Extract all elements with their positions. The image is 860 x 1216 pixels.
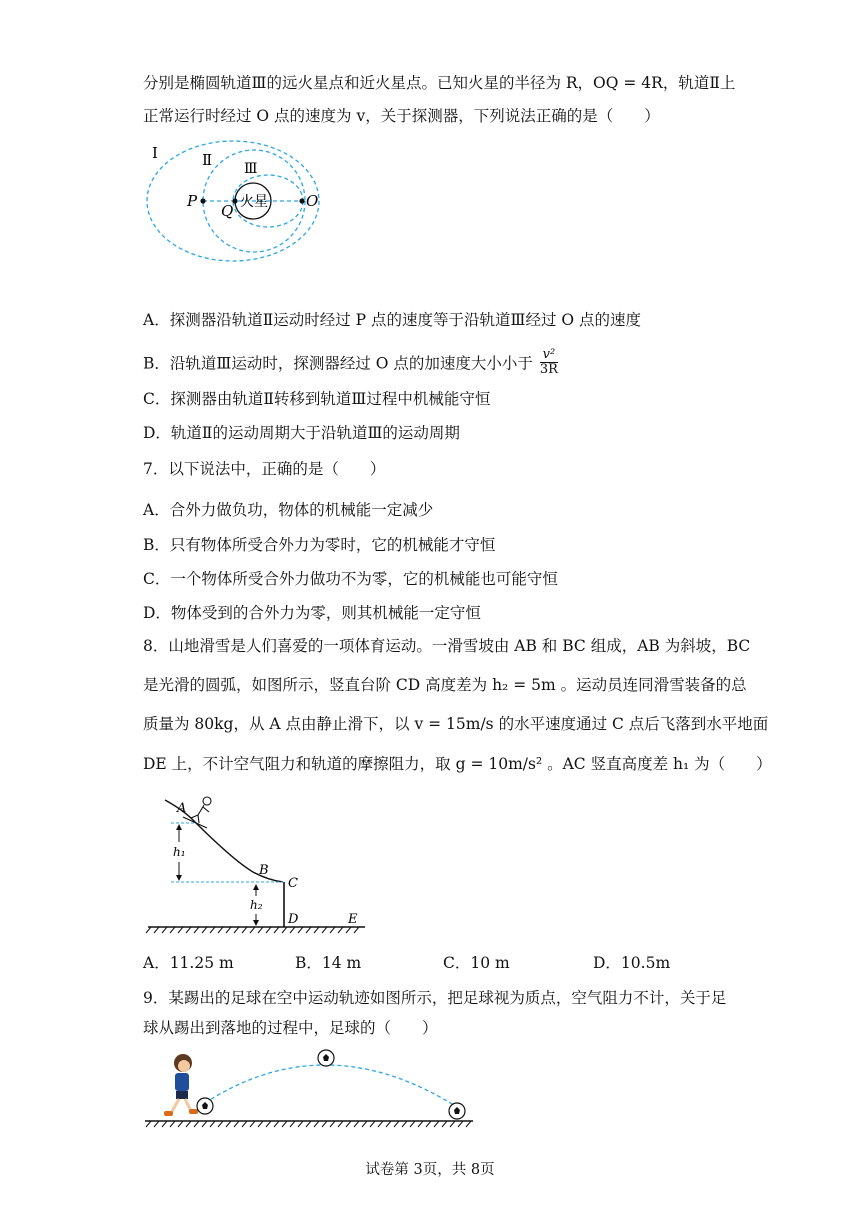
ski-slope-figure <box>143 790 373 940</box>
page-footer: 试卷第 3页，共 8页 <box>365 1162 495 1178</box>
label-h1: h₁ <box>173 845 186 859</box>
football-trajectory-figure <box>143 1045 478 1130</box>
point-P-dot <box>200 198 205 203</box>
q7-option-d: D．物体受到的合外力为零，则其机械能一定守恒 <box>143 604 481 622</box>
q8-stem-line4: DE 上，不计空气阻力和轨道的摩擦阻力，取 g = 10m/s² 。AC 竖直高度差 h₁ 为（ ） <box>143 755 772 773</box>
football-icon-end <box>449 1103 465 1119</box>
q7-stem: 7．以下说法中，正确的是（ ） <box>143 460 386 478</box>
q6-stem-line2: 正常运行时经过 O 点的速度为 v，关于探测器，下列说法正确的是（ ） <box>143 107 660 125</box>
q6-option-a: A．探测器沿轨道Ⅱ运动时经过 P 点的速度等于沿轨道Ⅲ经过 O 点的速度 <box>143 311 642 329</box>
q7-option-c: C．一个物体所受合外力做功不为零，它的机械能也可能守恒 <box>143 570 558 588</box>
orbit-label-I: Ⅰ <box>152 144 158 162</box>
q6-option-b-fraction <box>540 348 558 377</box>
planet-label: 火星 <box>240 194 268 210</box>
mars-orbit-figure <box>140 140 340 268</box>
q8-stem-line2: 是光滑的圆弧，如图所示，竖直台阶 CD 高度差为 h₂ = 5m 。运动员连同滑雪装备的总 <box>143 676 747 694</box>
label-D: D <box>288 912 299 927</box>
q6-option-c: C．探测器由轨道Ⅱ转移到轨道Ⅲ过程中机械能守恒 <box>143 390 491 408</box>
q8-stem-line3: 质量为 80kg，从 A 点由静止滑下，以 v = 15m/s 的水平速度通过 C 点后飞落到水平地面 <box>143 715 769 733</box>
label-E: E <box>348 912 358 927</box>
q9-stem-line1: 9．某踢出的足球在空中运动轨迹如图所示，把足球视为质点，空气阻力不计，关于足 <box>143 989 727 1007</box>
q8-option-a: A．11.25 m <box>143 954 234 972</box>
orbit-label-III: Ⅲ <box>244 161 258 177</box>
point-O-dot <box>299 198 304 203</box>
q7-option-b: B．只有物体所受合外力为零时，它的机械能才守恒 <box>143 536 496 554</box>
fraction-numerator: v² <box>540 348 558 363</box>
point-label-P: P <box>187 192 198 210</box>
q8-option-c: C．10 m <box>443 954 510 972</box>
kid-kicker-icon <box>164 1054 198 1116</box>
point-label-Q: Q <box>221 202 234 220</box>
q7-option-a: A．合外力做负功，物体的机械能一定减少 <box>143 501 434 519</box>
q8-options-row <box>143 953 703 973</box>
q6-option-b-row <box>143 347 558 379</box>
q6-stem-line1: 分别是椭圆轨道Ⅲ的远火星点和近火星点。已知火星的半径为 R，OQ = 4R，轨道Ⅱ上 <box>143 74 736 92</box>
label-B: B <box>259 863 269 878</box>
q6-option-d: D．轨道Ⅱ的运动周期大于沿轨道Ⅲ的运动周期 <box>143 424 460 442</box>
q8-stem-line1: 8．山地滑雪是人们喜爱的一项体育运动。一滑雪坡由 AB 和 BC 组成，AB 为斜坡，BC <box>143 637 751 655</box>
fraction-denominator: 3R <box>539 362 558 377</box>
q6-option-b: B．沿轨道Ⅲ运动时，探测器经过 O 点的加速度大小小于 <box>143 354 533 373</box>
point-label-O: O <box>306 192 319 210</box>
trajectory-curve <box>205 1065 457 1107</box>
q9-stem-line2: 球从踢出到落地的过程中，足球的（ ） <box>143 1019 438 1037</box>
label-h2: h₂ <box>250 898 263 912</box>
label-C: C <box>288 876 298 891</box>
orbit-label-II: Ⅱ <box>202 151 213 169</box>
football-icon-start <box>197 1098 213 1114</box>
football-icon-top <box>318 1050 334 1066</box>
label-A: A <box>177 801 187 816</box>
q8-option-d: D．10.5m <box>593 954 671 972</box>
q8-option-b: B．14 m <box>295 954 362 972</box>
